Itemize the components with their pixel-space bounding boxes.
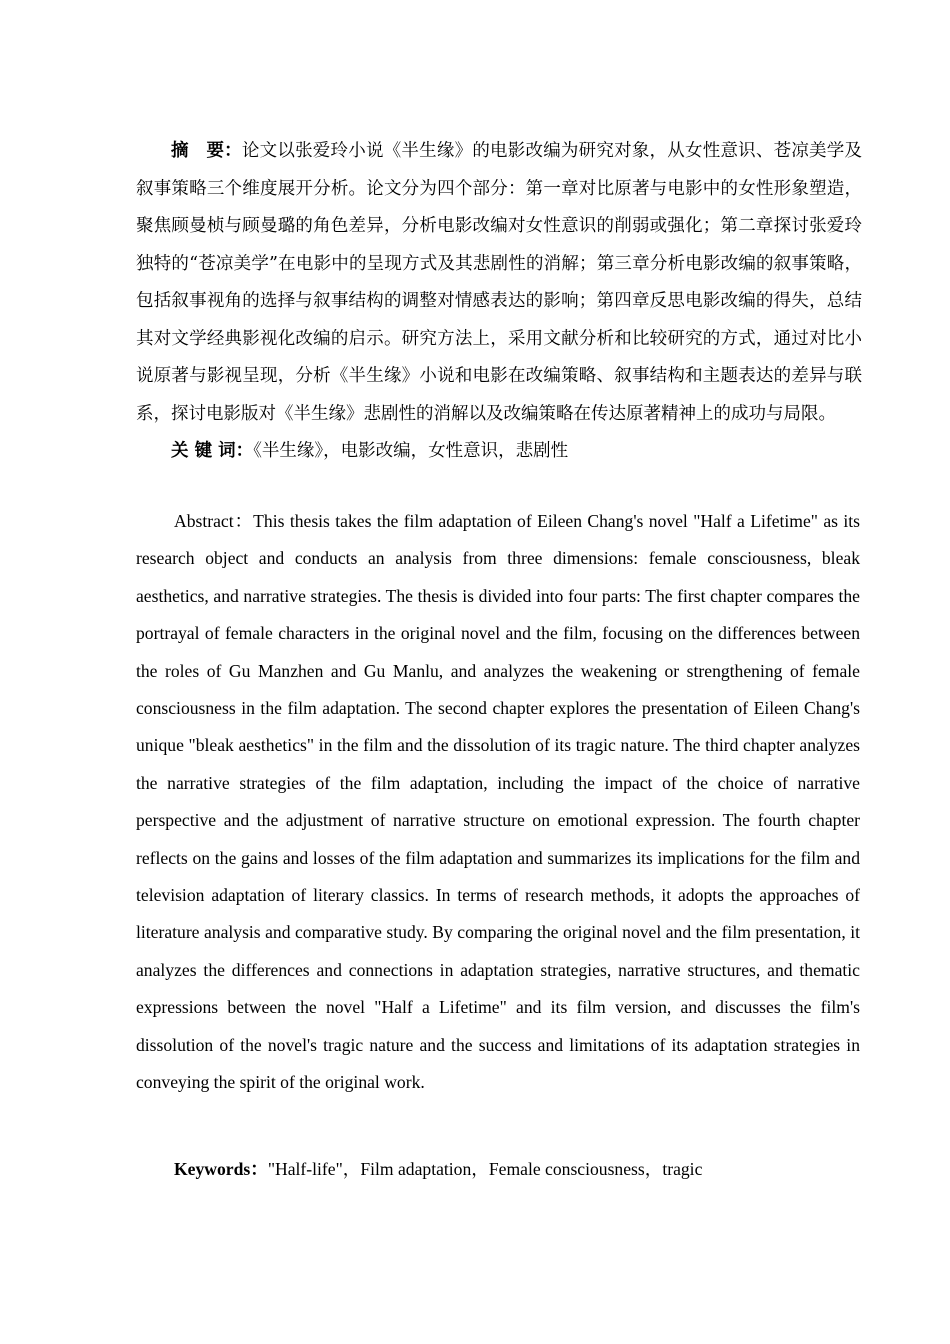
chinese-abstract-section <box>136 133 862 471</box>
english-keywords-paragraph <box>174 1152 864 1186</box>
english-abstract-paragraph <box>136 503 860 1102</box>
english-abstract-text: This thesis takes the film adaptation of Eileen Chang's novel "Half a Lifetime" as its research object and conducts an analysis from three dimensions: female consciousness, bleak aesthetics, and narrative strategies. The thesis is divided into four parts: The first chapter compares the portrayal of female characters in the original novel and the film, focusing on the differences between the roles of Gu Manzhen and Gu Manlu, and analyzes the weakening or strengthening of female consciousness in the film adaptation. The second chapter explores the presentation of Eileen Chang's unique "bleak aesthetics" in the film and the dissolution of its tragic nature. The third chapter analyzes the narrative strategies of the film adaptation, including the impact of the choice of narrative perspective and the adjustment of narrative structure on emotional expression. The fourth chapter reflects on the gains and losses of the film adaptation and summarizes its implications for the film and television adaptation of literary classics. In terms of research methods, it adopts the approaches of literature analysis and comparative study. By comparing the original novel and the film presentation, it analyzes the differences and connections in adaptation strategies, narrative structures, and thematic expressions between the novel "Half a Lifetime" and its film version, and discusses the film's dissolution of the novel's tragic nature and the success and limitations of its adaptation strategies in conveying the spirit of the original work. <box>136 511 861 1093</box>
chinese-keywords-text: 《半生缘》，电影改编，女性意识，悲剧性 <box>253 441 569 461</box>
chinese-abstract-text: 论文以张爱玲小说《半生缘》的电影改编为研究对象，从女性意识、苍凉美学及叙事策略三个维度展开分析。论文分为四个部分：第一章对比原著与电影中的女性形象塑造，聚焦顾曼桢与顾曼璐的角色差异，分析电影改编对女性意识的削弱或强化；第二章探讨张爱玲独特的“苍凉美学”在电影中的呈现方式及其悲剧性的消解；第三章分析电影改编的叙事策略，包括叙事视角的选择与叙事结构的调整对情感表达的影响；第四章反思电影改编的得失，总结其对文学经典影视化改编的启示。研究方法上，采用文献分析和比较研究的方式，通过对比小说原著与影视呈现，分析《半生缘》小说和电影在改编策略、叙事结构和主题表达的差异与联系，探讨电影版对《半生缘》悲剧性的消解以及改编策略在传达原著精神上的成功与局限。 <box>136 141 863 424</box>
english-abstract-section <box>136 503 860 1102</box>
chinese-keywords-label: 关 键 词： <box>171 441 254 461</box>
chinese-abstract-paragraph <box>136 133 862 433</box>
english-keywords-label: Keywords： <box>174 1159 268 1179</box>
chinese-abstract-label: 摘 要： <box>171 141 242 161</box>
chinese-keywords-paragraph <box>136 433 862 471</box>
english-keywords-text: "Half-life"，Film adaptation，Female consciousness，tragic <box>267 1159 703 1179</box>
english-abstract-label: Abstract： <box>174 511 254 531</box>
